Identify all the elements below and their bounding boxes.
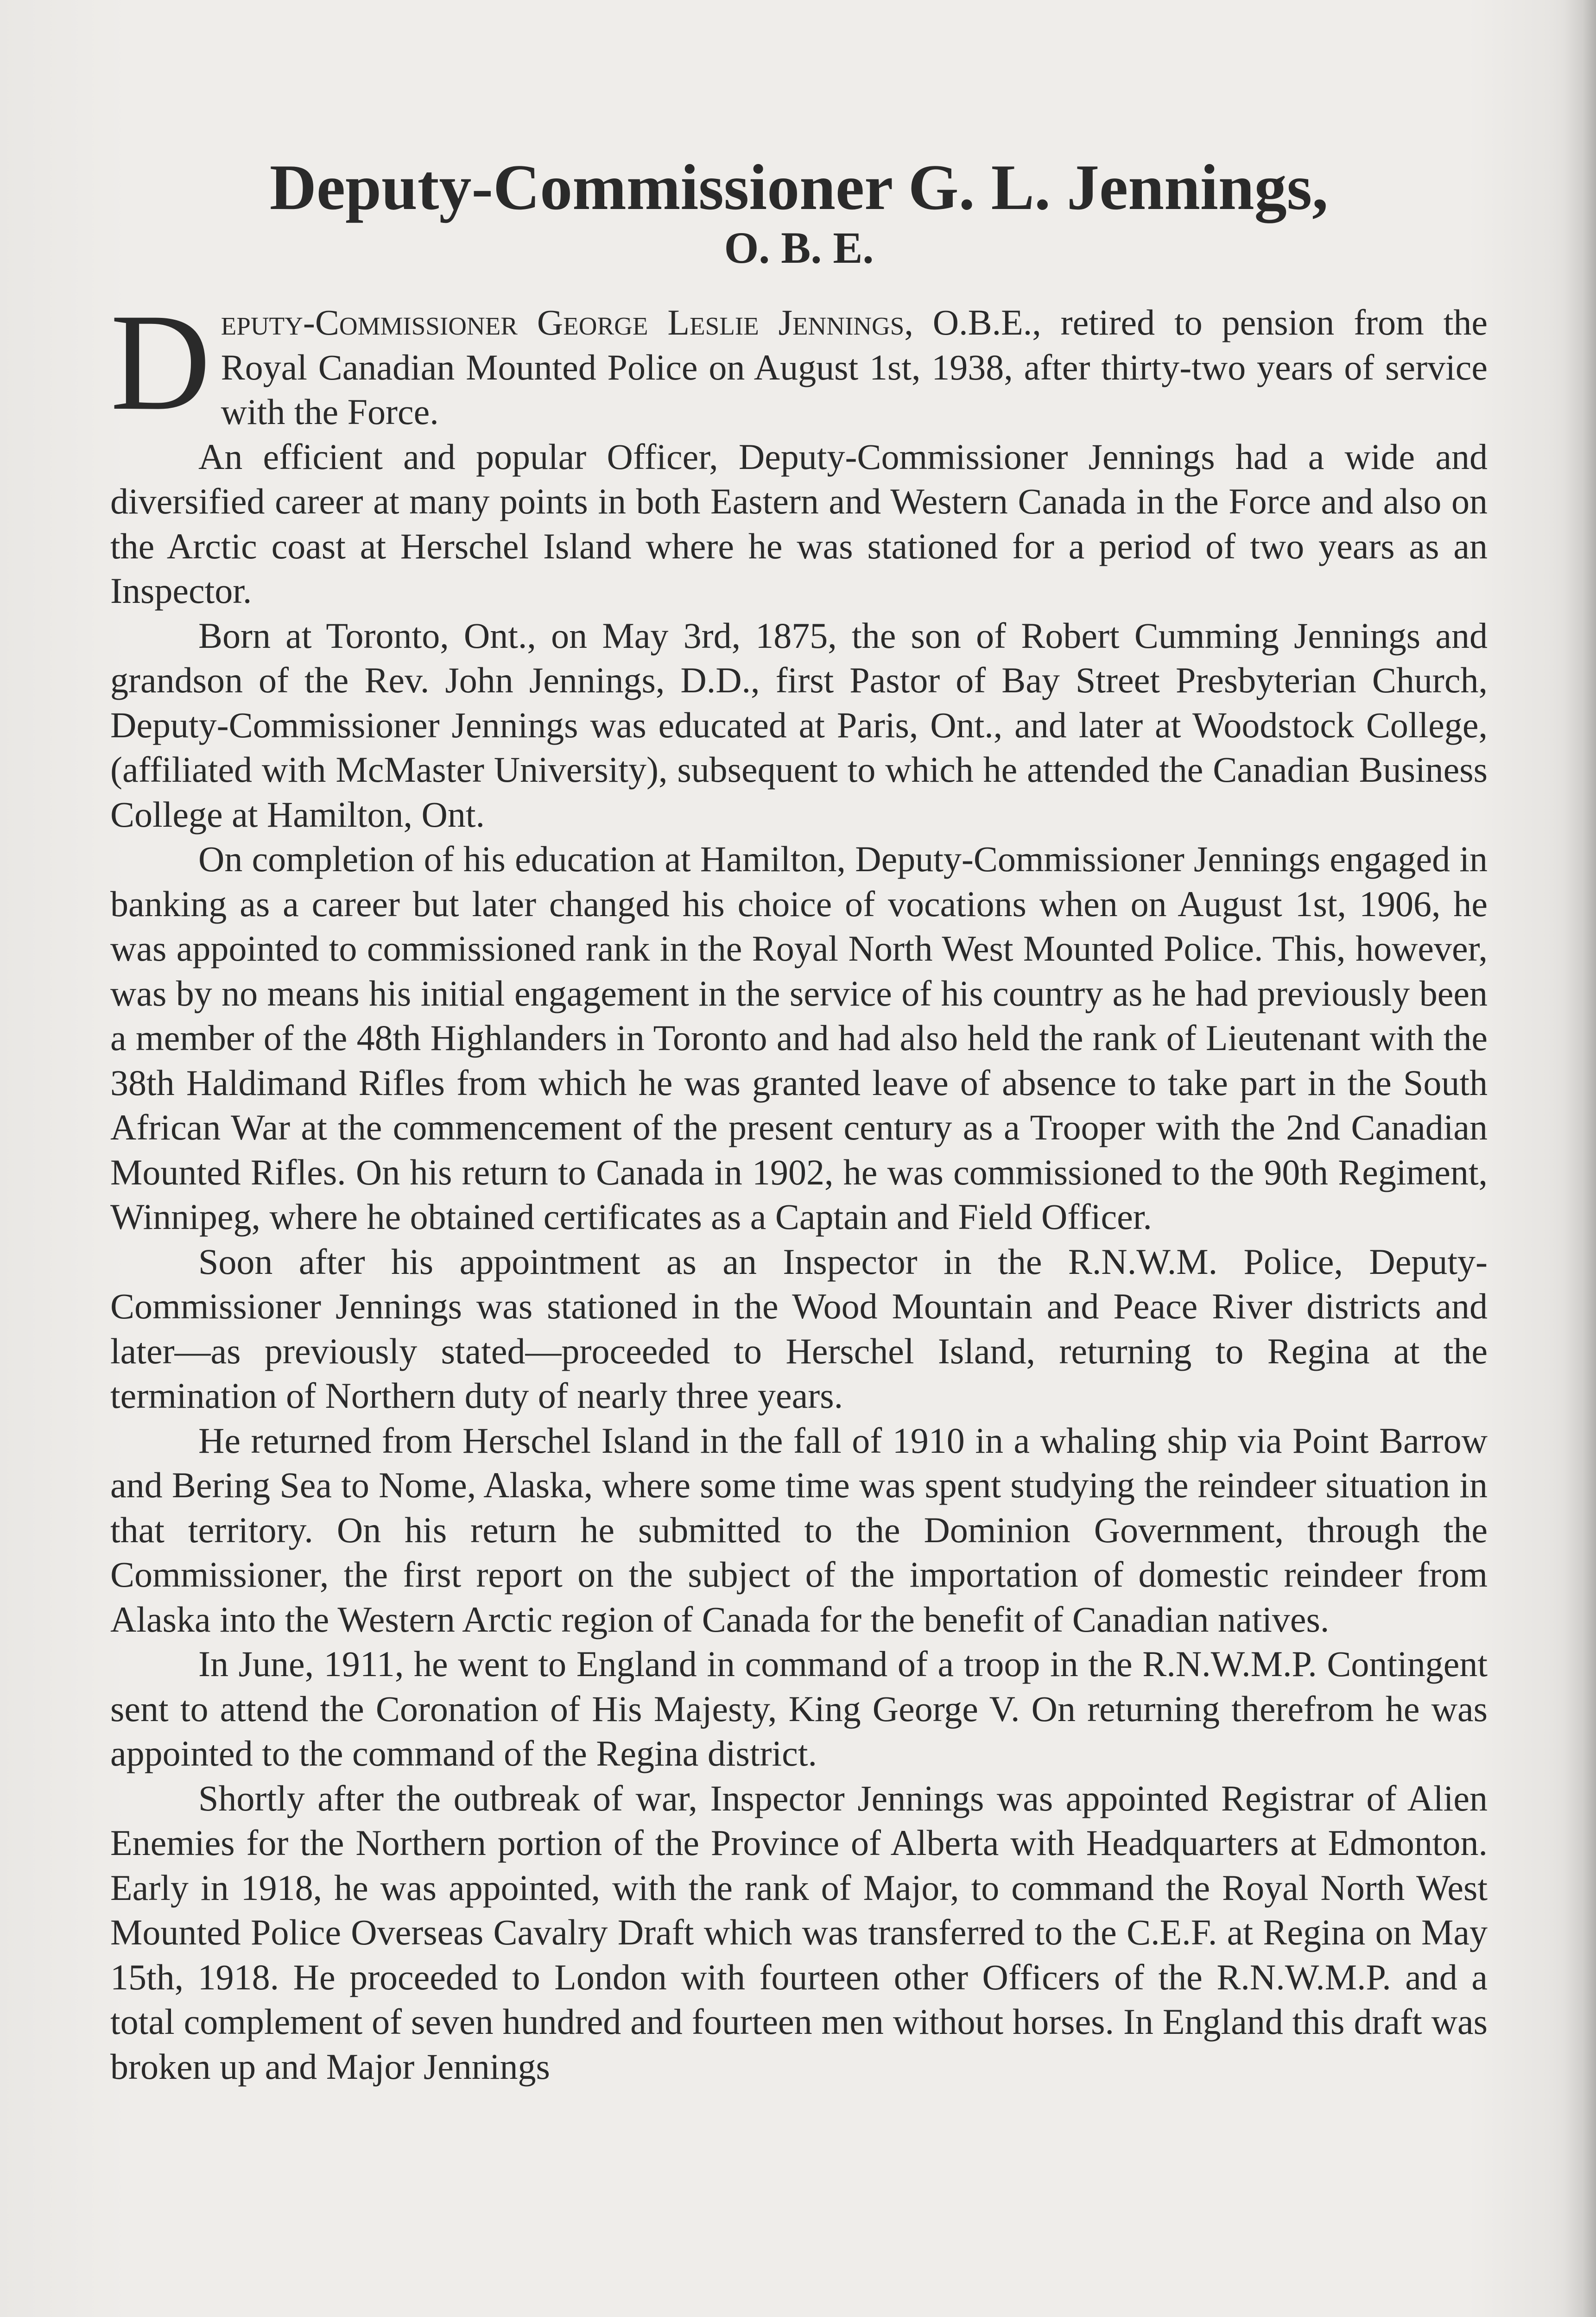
paragraph-3: Born at Toronto, Ont., on May 3rd, 1875, the son of Robert Cumming Jennings and grandson of the Rev. John Jennings, D.D., first Pastor of Bay Street Presbyterian Church, Deputy-Commissioner Jennings was educated at Paris, Ont., and later at Woodstock College, (affiliated with McMaster University), subsequent to which he attended the Canadian Business College at Hamilton, Ont. — [110, 615, 1488, 835]
article-body — [110, 153, 1488, 2089]
drop-cap: D — [110, 285, 211, 439]
paragraph-1 — [110, 285, 1488, 439]
paragraph-2: An efficient and popular Officer, Deputy-Commissioner Jennings had a wide and diversified career at many points in both Eastern and Western Canada in the Force and also on the Arctic coast at Herschel Island where he was stationed for a period of two years as an Inspector. — [110, 436, 1488, 611]
paragraph-7: In June, 1911, he went to England in command of a troop in the R.N.W.M.P. Contingent sent to attend the Coronation of His Majesty, King George V. On returning therefrom he was appointed to the command of the Regina district. — [110, 1644, 1488, 1773]
article-title: Deputy-Commissioner G. L. Jennings, — [269, 152, 1329, 223]
paragraph-1-text: O.B.E., retired to pension from the Royal Canadian Mounted Police on August 1st, 1938, after thirty-two years of service with the Force. — [221, 302, 1488, 432]
paragraph-6: He returned from Herschel Island in the fall of 1910 in a whaling ship via Point Barrow and Bering Sea to Nome, Alaska, where some time was spent studying the reindeer situation in that territory. On his return he submitted to the Dominion Government, through the Commissioner, the first report on the subject of the importation of domestic reindeer from Alaska into the Western Arctic region of Canada for the benefit of Canadian natives. — [110, 1420, 1488, 1640]
paragraph-8: Shortly after the outbreak of war, Inspector Jennings was appointed Registrar of Alien Enemies for the Northern portion of the Province of Alberta with Headquarters at Edmonton. Early in 1918, he was appointed, with the rank of Major, to command the Royal North West Mounted Police Overseas Cavalry Draft which was transferred to the C.E.F. at Regina on May 15th, 1918. He proceeded to London with fourteen other Officers of the R.N.W.M.P. and a total complement of seven hundred and fourteen men without horses. In England this draft was broken up and Major Jennings — [110, 1778, 1488, 2087]
paragraph-5: Soon after his appointment as an Inspector in the R.N.W.M. Police, Deputy-Commissioner Jennings was stationed in the Wood Mountain and Peace River districts and later—as previously stated—proceeded to Herschel Island, returning to Regina at the termination of Northern duty of nearly three years. — [110, 1241, 1488, 1416]
lead-in-smallcaps: eputy-Commissioner George Leslie Jennings, — [221, 302, 913, 342]
paragraph-4: On completion of his education at Hamilton, Deputy-Commissioner Jennings engaged in banking as a career but later changed his choice of vocations when on August 1st, 1906, he was appointed to commissioned rank in the Royal North West Mounted Police. This, however, was by no means his initial engagement in the service of his country as he had previously been a member of the 48th Highlanders in Toronto and had also held the rank of Lieutenant with the 38th Haldimand Rifles from which he was granted leave of absence to take part in the South African War at the commencement of the present century as a Trooper with the 2nd Canadian Mounted Rifles. On his return to Canada in 1902, he was commissioned to the 90th Regiment, Winnipeg, where he obtained certificates as a Captain and Field Officer. — [110, 839, 1488, 1237]
article-subtitle: O. B. E. — [724, 223, 874, 272]
page-edge-shadow — [1564, 0, 1596, 2317]
